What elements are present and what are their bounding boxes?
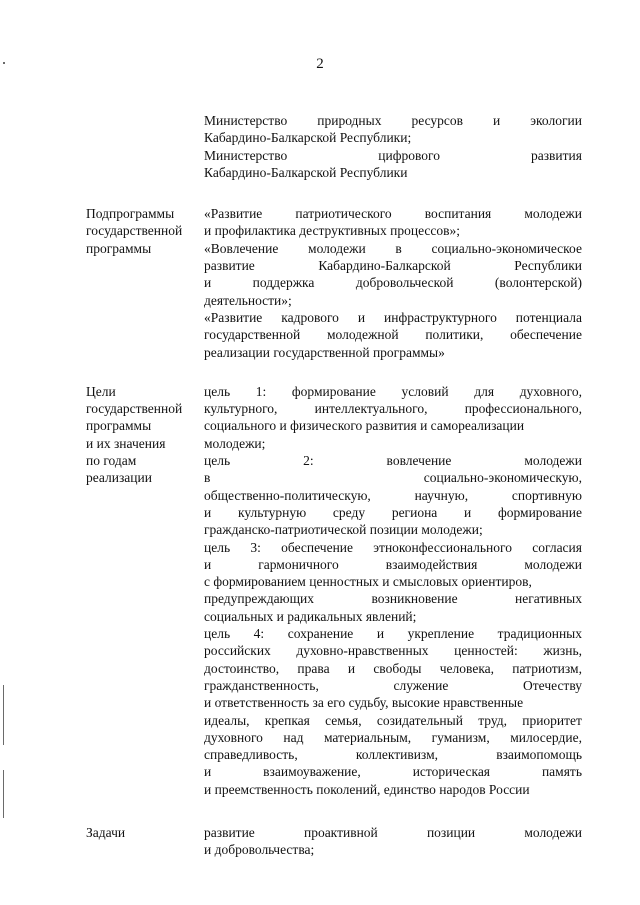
row-label	[86, 383, 204, 798]
text-line	[204, 292, 582, 309]
word: молодежи	[524, 824, 582, 840]
text-line	[204, 608, 582, 625]
scan-edge-mark	[3, 62, 5, 64]
word: развития	[530, 147, 582, 163]
word: Республики	[514, 258, 582, 274]
word: взаимодействия	[385, 556, 478, 572]
word: в	[395, 240, 402, 256]
text-line	[204, 625, 582, 642]
text-line	[204, 112, 582, 129]
row-label	[86, 112, 204, 181]
word: цель	[204, 453, 231, 469]
text-line	[204, 521, 582, 538]
word: возникновение	[371, 591, 458, 607]
word: с формированием ценностных и смысловых ориентиров,	[204, 574, 532, 590]
word: над	[283, 729, 304, 745]
label-line: реализации	[86, 470, 152, 486]
text-line	[204, 309, 582, 326]
text-line	[204, 400, 582, 417]
word: ценностей:	[454, 643, 518, 659]
word: экологии	[530, 113, 582, 128]
word: гражданско-патриотической позиции молодежи;	[204, 522, 483, 538]
text-line	[204, 590, 582, 607]
label-line: Подпрограммы	[86, 206, 175, 222]
word: память	[541, 764, 582, 780]
word: Кабардино-Балкарской Республики;	[204, 130, 412, 146]
text-line	[204, 469, 582, 486]
word: интеллектуального,	[314, 401, 428, 417]
word: материальным,	[323, 729, 412, 745]
word: формирование	[498, 504, 582, 520]
word: и профилактика деструктивных процессов»;	[204, 223, 461, 239]
word: предупреждающих	[204, 591, 315, 607]
word: молодежи	[524, 556, 582, 572]
row-subprograms	[86, 205, 582, 361]
text-line	[204, 274, 582, 291]
word: гармоничного	[258, 556, 339, 572]
word: человека,	[439, 660, 495, 676]
word: сохранение	[287, 626, 354, 642]
word: российских	[204, 643, 271, 659]
word: и	[204, 504, 212, 520]
label-line: государственной	[86, 401, 183, 417]
scan-edge-mark	[3, 770, 4, 818]
word: Министерство	[204, 113, 288, 128]
word: милосердие,	[510, 729, 582, 745]
text-line	[204, 504, 582, 521]
word: укрепление	[407, 626, 475, 642]
text-line	[204, 712, 582, 729]
word: общественно-политическую,	[204, 487, 371, 503]
word: «Вовлечение	[204, 240, 279, 256]
word: социальных и радикальных явлений;	[204, 608, 417, 624]
word: и	[204, 275, 212, 291]
word: идеалы,	[204, 712, 250, 728]
word: спортивную	[511, 487, 582, 503]
word: служение	[393, 677, 449, 693]
word: цифрового	[378, 147, 440, 163]
word: гражданственность,	[204, 677, 319, 693]
word: и преемственность поколений, единство народов России	[204, 781, 530, 797]
word: 3:	[250, 539, 261, 555]
word: семья,	[325, 712, 362, 728]
word: жизнь,	[543, 643, 582, 659]
row-value	[204, 383, 582, 798]
label-line: государственной	[86, 223, 183, 239]
word: и ответственность за его судьбу, высокие нравственные	[204, 695, 524, 711]
word: обеспечение	[281, 539, 354, 555]
word: реализации государственной программы»	[204, 344, 445, 360]
text-line	[204, 660, 582, 677]
word: традиционных	[497, 626, 582, 642]
word: согласия	[532, 539, 582, 555]
text-line	[204, 435, 582, 452]
word: Министерство	[204, 147, 288, 163]
word: справедливость,	[204, 747, 298, 763]
word: Кабардино-Балкарской Республики	[204, 164, 408, 180]
word: Отечеству	[523, 677, 582, 693]
word: социального и физического развития и самореализации	[204, 418, 525, 434]
text-line	[204, 539, 582, 556]
text-line	[204, 487, 582, 504]
row-value	[204, 205, 582, 361]
page-number: 2	[316, 56, 324, 72]
row-value	[204, 824, 582, 859]
word: взаимоуважение,	[263, 764, 361, 780]
word: условий	[401, 383, 449, 399]
row-label	[86, 824, 204, 859]
word: среду	[332, 504, 366, 520]
text-line	[204, 763, 582, 780]
text-line	[204, 257, 582, 274]
word: созидательный	[376, 712, 463, 728]
text-line	[204, 452, 582, 469]
word: деятельности»;	[204, 292, 292, 308]
word: патриотического	[295, 206, 392, 222]
text-line	[204, 642, 582, 659]
word: взаимопомощь	[496, 747, 582, 763]
word: социально-экономическое	[431, 240, 582, 256]
word: молодежи	[308, 240, 366, 256]
word: региона	[391, 504, 438, 520]
word: молодежи	[524, 206, 582, 222]
word: воспитания	[424, 206, 492, 222]
text-line	[204, 841, 582, 858]
text-line	[204, 222, 582, 239]
word: достоинство,	[204, 660, 280, 676]
word: культурную	[237, 504, 307, 520]
text-line	[204, 344, 582, 361]
word: цель	[204, 539, 231, 555]
text-line	[204, 129, 582, 146]
word: для	[474, 383, 495, 399]
word: и	[204, 764, 212, 780]
text-line	[204, 694, 582, 711]
text-line	[204, 147, 582, 164]
row-label	[86, 205, 204, 361]
label-line: программы	[86, 418, 152, 434]
word: 1:	[255, 383, 267, 399]
word: проактивной	[303, 824, 378, 840]
text-line	[204, 417, 582, 434]
word: ресурсов	[411, 113, 463, 128]
word: и	[347, 660, 356, 676]
word: профессионального,	[464, 401, 582, 417]
text-line	[204, 383, 582, 400]
word: негативных	[515, 591, 582, 607]
word: позиции	[426, 824, 476, 840]
label-line: Цели	[86, 383, 116, 399]
word: коллективизм,	[355, 747, 438, 763]
scan-edge-mark	[3, 685, 4, 745]
word: добровольческой	[355, 275, 454, 291]
text-line	[204, 729, 582, 746]
word: социально-экономическую,	[423, 470, 582, 486]
word: молодежи;	[204, 435, 266, 451]
word: и	[357, 309, 366, 325]
word: патриотизм,	[512, 660, 582, 676]
word: и	[493, 113, 501, 128]
row-value	[204, 112, 582, 181]
word: «Развитие	[204, 309, 263, 325]
label-line: программы	[86, 240, 152, 256]
word: этноконфессионального	[373, 539, 512, 555]
word: свободы	[373, 660, 422, 676]
text-line	[204, 677, 582, 694]
label-line: Задачи	[86, 824, 126, 840]
word: политики,	[425, 327, 484, 343]
text-line	[204, 326, 582, 343]
word: цель	[204, 626, 231, 642]
word: цель	[204, 383, 231, 399]
word: развитие	[204, 258, 255, 274]
word: и	[464, 504, 472, 520]
row-tasks	[86, 824, 582, 859]
word: духовно-нравственных	[296, 643, 429, 659]
text-line	[204, 781, 582, 798]
passport-table	[86, 112, 582, 859]
word: обеспечение	[510, 327, 582, 343]
word: кадрового	[281, 309, 339, 325]
word: молодежи	[524, 453, 582, 469]
word: труд,	[478, 712, 507, 728]
word: потенциала	[515, 309, 582, 325]
word: государственной	[204, 327, 301, 343]
word: вовлечение	[386, 453, 452, 469]
word: культурного,	[204, 401, 278, 417]
word: развитие	[204, 824, 255, 840]
text-line	[204, 824, 582, 841]
word: природных	[317, 113, 382, 128]
word: молодежной	[326, 327, 399, 343]
word: духовного	[204, 729, 263, 745]
word: приоритет	[522, 712, 582, 728]
word: поддержка	[252, 275, 315, 291]
word: крепкая	[264, 712, 310, 728]
text-line	[204, 205, 582, 222]
word: инфраструктурного	[384, 309, 497, 325]
word: (волонтерской)	[494, 275, 582, 291]
row-responsible	[86, 112, 582, 181]
text-line	[204, 556, 582, 573]
word: историческая	[412, 764, 491, 780]
word: Кабардино-Балкарской	[318, 258, 451, 274]
text-line	[204, 164, 582, 181]
text-line	[204, 573, 582, 590]
text-line	[204, 746, 582, 763]
word: научную,	[414, 487, 469, 503]
label-line: и их значения	[86, 435, 166, 451]
word: и добровольчества;	[204, 842, 315, 858]
label-line: по годам	[86, 453, 137, 469]
text-line	[204, 240, 582, 257]
word: 2:	[303, 453, 314, 469]
word: права	[297, 660, 330, 676]
word: в	[204, 470, 211, 486]
word: духовного,	[519, 383, 582, 399]
word: 4:	[253, 626, 265, 642]
word: и	[204, 556, 212, 572]
word: и	[376, 626, 385, 642]
word: гуманизм,	[431, 729, 490, 745]
word: формирование	[291, 383, 376, 399]
word: «Развитие	[204, 206, 263, 222]
row-goals	[86, 383, 582, 798]
